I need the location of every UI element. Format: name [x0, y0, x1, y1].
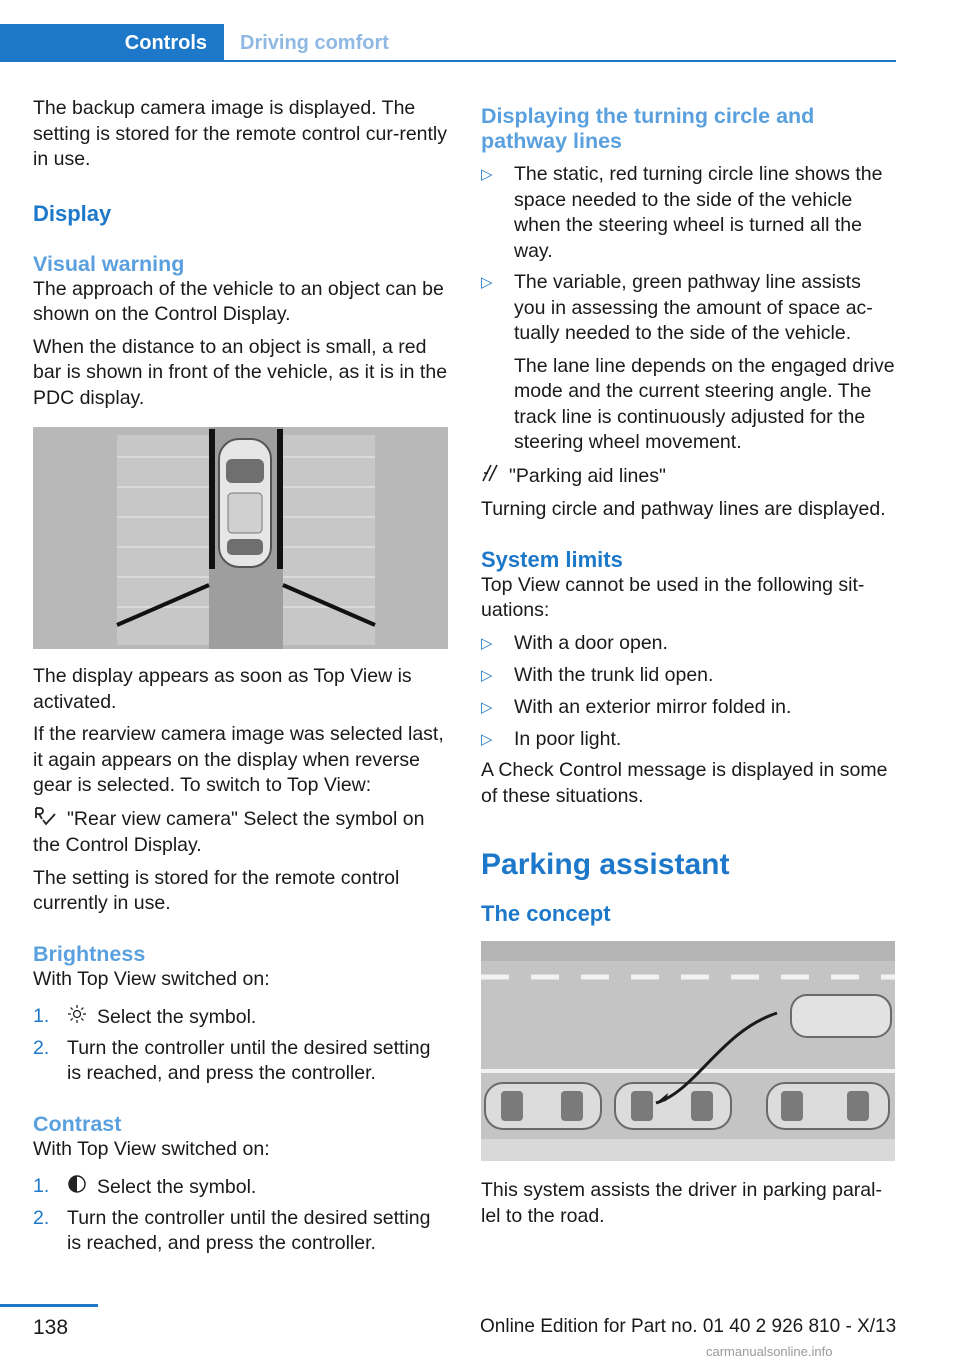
rear-camera-paragraph: "Rear view camera" Select the symbol on the Control Display.: [33, 807, 425, 856]
brightness-heading: Brightness: [33, 941, 146, 966]
list-item: 2. Turn the controller until the desired setting is reached, and press the controller.: [33, 1206, 431, 1254]
bullet-triangle-icon: ▷: [481, 274, 493, 291]
footer-rule: [0, 1304, 98, 1307]
parking-aid-lines-icon: [481, 463, 501, 491]
visual-warning-p1: The approach of the vehicle to an object can be shown on the Control Display.: [33, 277, 444, 325]
left-column: [33, 96, 449, 1257]
contrast-intro: With Top View switched on:: [33, 1137, 270, 1160]
list-item: ▷ In poor light.: [481, 727, 895, 753]
display-p2: If the rearview camera image was selected last, it again appears on the display when reverse gear is selected. To switch to Top View:: [33, 723, 444, 796]
brightness-icon: [67, 1004, 87, 1032]
visual-warning-p2: When the distance to an object is small, a red bar is shown in front of the vehicle, as it is in the PDC display.: [33, 335, 448, 409]
limits-bullets: [481, 631, 895, 753]
bullet-triangle-icon: ▷: [481, 666, 493, 684]
intro-paragraph: The backup camera image is displayed. The setting is stored for the remote control cur‐rently in use.: [33, 97, 448, 170]
display-heading: Display: [33, 200, 112, 226]
page-number: 138: [33, 1316, 69, 1339]
setting-stored-paragraph: The setting is stored for the remote control currently in use.: [33, 866, 400, 914]
list-item: 1. Select the symbol.: [33, 1004, 449, 1032]
parking-assistant-figure: [481, 941, 895, 1166]
header-tab-driving-comfort: Driving comfort: [240, 31, 389, 54]
parking-assistant-heading: Parking assistant: [481, 848, 730, 881]
contrast-steps: [33, 1174, 449, 1257]
list-item: ▷ The static, red turning circle line shows the space needed to the side of the vehicle when the steering wheel is turned all the way.: [481, 163, 883, 262]
turning-bullets: [481, 162, 895, 456]
brightness-intro: With Top View switched on:: [33, 967, 270, 990]
list-item: ▷ With an exterior mirror folded in.: [481, 695, 895, 721]
parking-aid-lines-paragraph: "Parking aid lines": [481, 463, 895, 491]
concept-heading: The concept: [481, 901, 611, 926]
brightness-steps: [33, 1004, 449, 1087]
concept-text: This system assists the driver in parking paral‐lel to the road.: [481, 1179, 882, 1227]
bullet-triangle-icon: ▷: [481, 634, 493, 652]
bullet-triangle-icon: ▷: [481, 698, 493, 716]
bullet-triangle-icon: ▷: [481, 730, 493, 748]
contrast-heading: Contrast: [33, 1111, 122, 1136]
right-column: [481, 104, 895, 1229]
watermark: carmanualsonline.info: [706, 1344, 833, 1359]
contrast-icon: [67, 1174, 87, 1202]
list-item: ▷ The variable, green pathway line assists you in assessing the amount of space ac‐tually needed to the side of the vehicle. The lane line depends on the engaged drive mode and the current steering angle. The track line is continuously adjusted for the steering wheel movement.: [481, 270, 895, 456]
edition-note: Online Edition for Part no. 01 40 2 926 810 - X/13: [480, 1316, 897, 1337]
header-tab-controls: Controls: [0, 24, 224, 62]
limits-note: A Check Control message is displayed in some of these situations.: [481, 759, 888, 807]
limits-intro: Top View cannot be used in the following sit‐uations:: [481, 573, 865, 621]
list-item: 2. Turn the controller until the desired setting is reached, and press the controller.: [33, 1036, 431, 1084]
system-limits-heading: System limits: [481, 546, 623, 572]
turning-circle-heading: Displaying the turning circle and pathway lines: [481, 104, 815, 153]
bullet-triangle-icon: ▷: [481, 166, 493, 183]
visual-warning-heading: Visual warning: [33, 251, 185, 276]
list-item: 1. Select the symbol.: [33, 1174, 449, 1202]
list-item: ▷ With a door open.: [481, 631, 895, 657]
turning-result: Turning circle and pathway lines are displayed.: [481, 498, 886, 520]
top-view-figure: [33, 427, 449, 654]
list-item: ▷ With the trunk lid open.: [481, 663, 895, 689]
turning-bullet-extra: The lane line depends on the engaged drive mode and the current steering angle. The track line is continuously adjusted for the steering wheel movement.: [514, 354, 895, 453]
display-p1: The display appears as soon as Top View is activated.: [33, 665, 412, 713]
rear-view-camera-icon: [33, 806, 57, 834]
header-rule: [0, 60, 896, 62]
